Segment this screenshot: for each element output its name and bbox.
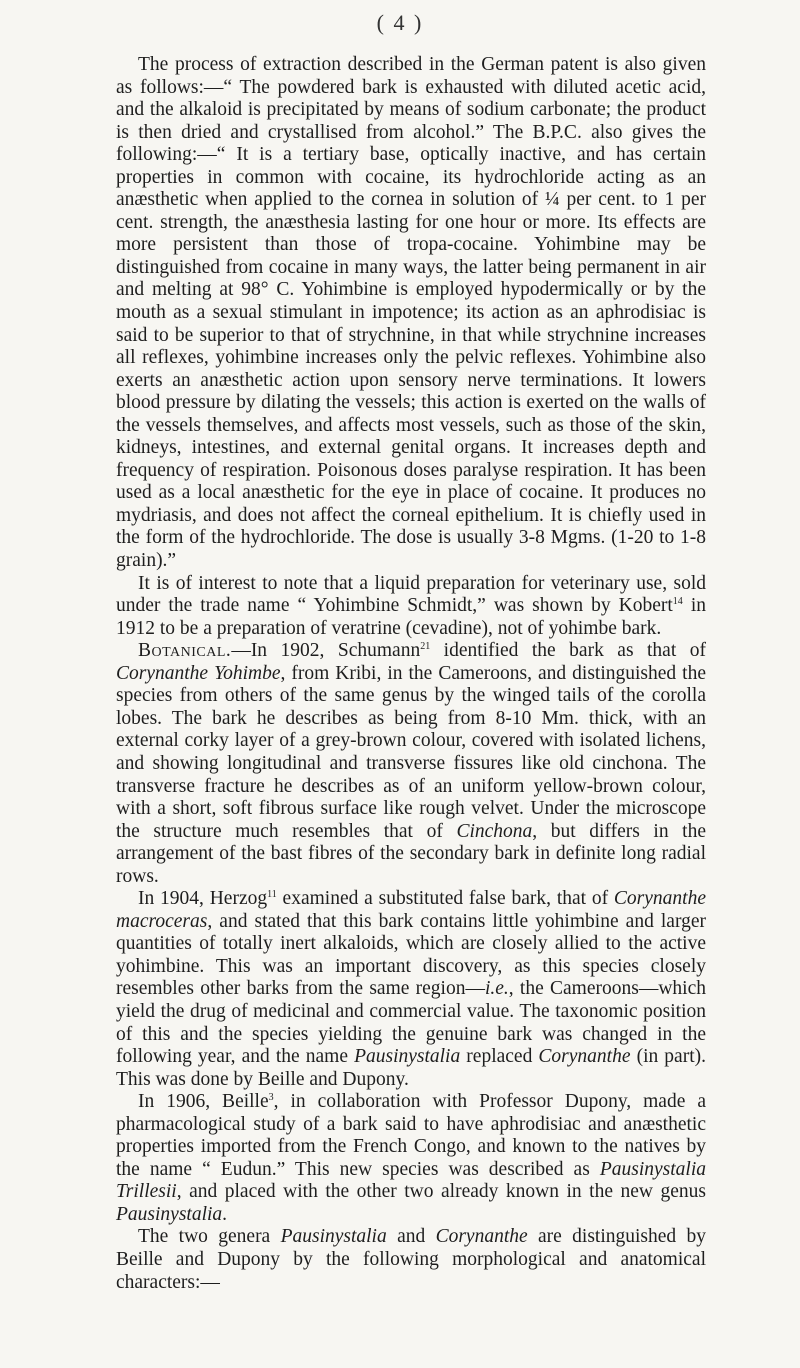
text-run: In 1906, Beille — [138, 1091, 269, 1113]
section-heading: Botanical. — [138, 640, 232, 662]
paragraph-p6 — [116, 1226, 706, 1294]
reference-superscript: 3 — [268, 1092, 274, 1104]
body-text — [116, 54, 706, 1294]
paragraph-p1 — [116, 54, 706, 573]
italic-term: Pausinystalia — [116, 1203, 223, 1225]
paragraph-p4 — [116, 888, 706, 1091]
italic-term: Corynanthe — [435, 1226, 528, 1248]
italic-term: Corynanthe — [538, 1046, 631, 1068]
text-run: The process of extraction described in the German patent is also given as follows:—“ The powdered bark is exhausted with diluted acetic acid, and the alkaloid is precipitated by means of sodium carbonate; the product is then dried and crystallised from alcohol.” The B.P.C. also gives the following:—“ It is a tertiary base, optically inactive, and has certain properties in common with cocaine, its hydrochloride acting as an anæsthetic when applied to the cornea in solution of ¼ per cent. to 1 per cent. strength, the anæsthesia lasting for one hour or more. Its effects are more persistent than those of tropa-cocaine. Yohimbine may be distinguished from cocaine in many ways, the latter being permanent in air and melting at 98° C. Yohimbine is employed hypodermically or by the mouth as a sexual stimulant in impotence; its action as an aphrodisiac is said to be superior to that of strychnine, in that while strychnine increases all reflexes, yohimbine increases only the pelvic reflexes. Yohimbine also exerts an anæsthetic action upon sensory nerve terminations. It lowers blood pressure by dilating the vessels; this action is exerted on the walls of the vessels themselves, and affects most vessels, such as those of the skin, kidneys, intestines, and external genital organs. It increases depth and frequency of respiration. Poisonous doses paralyse respiration. It has been used as a local anæsthetic for the eye in place of cocaine. It produces no mydriasis, and does not affect the corneal epithelium. It is chiefly used in the form of the hydrochloride. The dose is usually 3-8 Mgms. (1-20 to 1-8 grain).” — [116, 54, 706, 572]
reference-superscript: 21 — [420, 641, 431, 653]
italic-term: Pausinystalia — [280, 1226, 387, 1248]
text-run: and — [386, 1226, 436, 1248]
text-run: The two genera — [138, 1226, 281, 1248]
reference-superscript: 14 — [672, 596, 683, 608]
text-run: , and stated that this bark contains little yohimbine and larger quantities of totally inert alkaloids, which are closely allied to the active yohimbine. This was an important discovery, as this species closely resembles other barks from the same region— — [116, 910, 706, 1000]
italic-term: Cinchona — [456, 820, 533, 842]
italic-term: Pausinystalia Trillesii — [116, 1158, 706, 1203]
text-run: examined a substituted false bark, that of — [276, 888, 614, 910]
page-number: ( 4 ) — [376, 10, 424, 35]
text-run: , in collaboration with Professor Dupony, made a pharmacological study of a bark said to have aphrodisiac and anæsthetic properties imported from the French Congo, and known to the natives by the name “ Eudun.” This new species was described as — [116, 1091, 706, 1180]
paragraph-p2 — [116, 573, 706, 641]
text-run: , but differs in the arrangement of the bast fibres of the secondary bark in definite long radial rows. — [116, 820, 707, 887]
text-run: . — [222, 1203, 228, 1225]
text-run: , and placed with the other two already known in the new genus — [176, 1181, 706, 1203]
text-run: are distinguished by Beille and Dupony by the following morphological and anatomical characters:— — [116, 1226, 706, 1293]
italic-term: i.e. — [484, 978, 509, 1000]
paragraph-p3 — [116, 640, 706, 888]
text-run: replaced — [460, 1046, 539, 1068]
text-run: , from Kribi, in the Cameroons, and distinguished the species from others of the same genus by the winged tails of the corolla lobes. The bark he describes as being from 8-10 Mm. thick, with an external corky layer of a grey-brown colour, covered with isolated lichens, and showing longitudinal and transverse fissures like old cinchona. The transverse fracture he describes as of an uniform yellow-brown colour, with a short, soft fibrous surface like rough velvet. Under the microscope the structure much resembles that of — [116, 662, 706, 842]
text-run: in 1912 to be a preparation of veratrine (cevadine), not of yohimbe bark. — [116, 595, 706, 639]
paragraph-p5 — [116, 1091, 706, 1226]
text-run: (in part). This was done by Beille and Dupony. — [116, 1046, 706, 1090]
text-run: —In 1902, Schumann — [231, 640, 421, 662]
text-run: It is of interest to note that a liquid preparation for veterinary use, sold under the trade name “ Yohimbine Schmidt,” was shown by Kobert — [116, 572, 706, 617]
italic-term: Pausinystalia — [354, 1046, 461, 1068]
text-run: , the Cameroons—which yield the drug of medicinal and commercial value. The taxonomic position of this and the species yielding the genuine bark was changed in the following year, and the name — [116, 978, 706, 1068]
reference-superscript: 11 — [267, 889, 277, 901]
text-run: In 1904, Herzog — [138, 888, 268, 910]
italic-term: Corynanthe macroceras — [116, 888, 706, 932]
italic-term: Corynanthe Yohimbe — [116, 662, 281, 684]
text-run: identified the bark as that of — [430, 640, 706, 662]
